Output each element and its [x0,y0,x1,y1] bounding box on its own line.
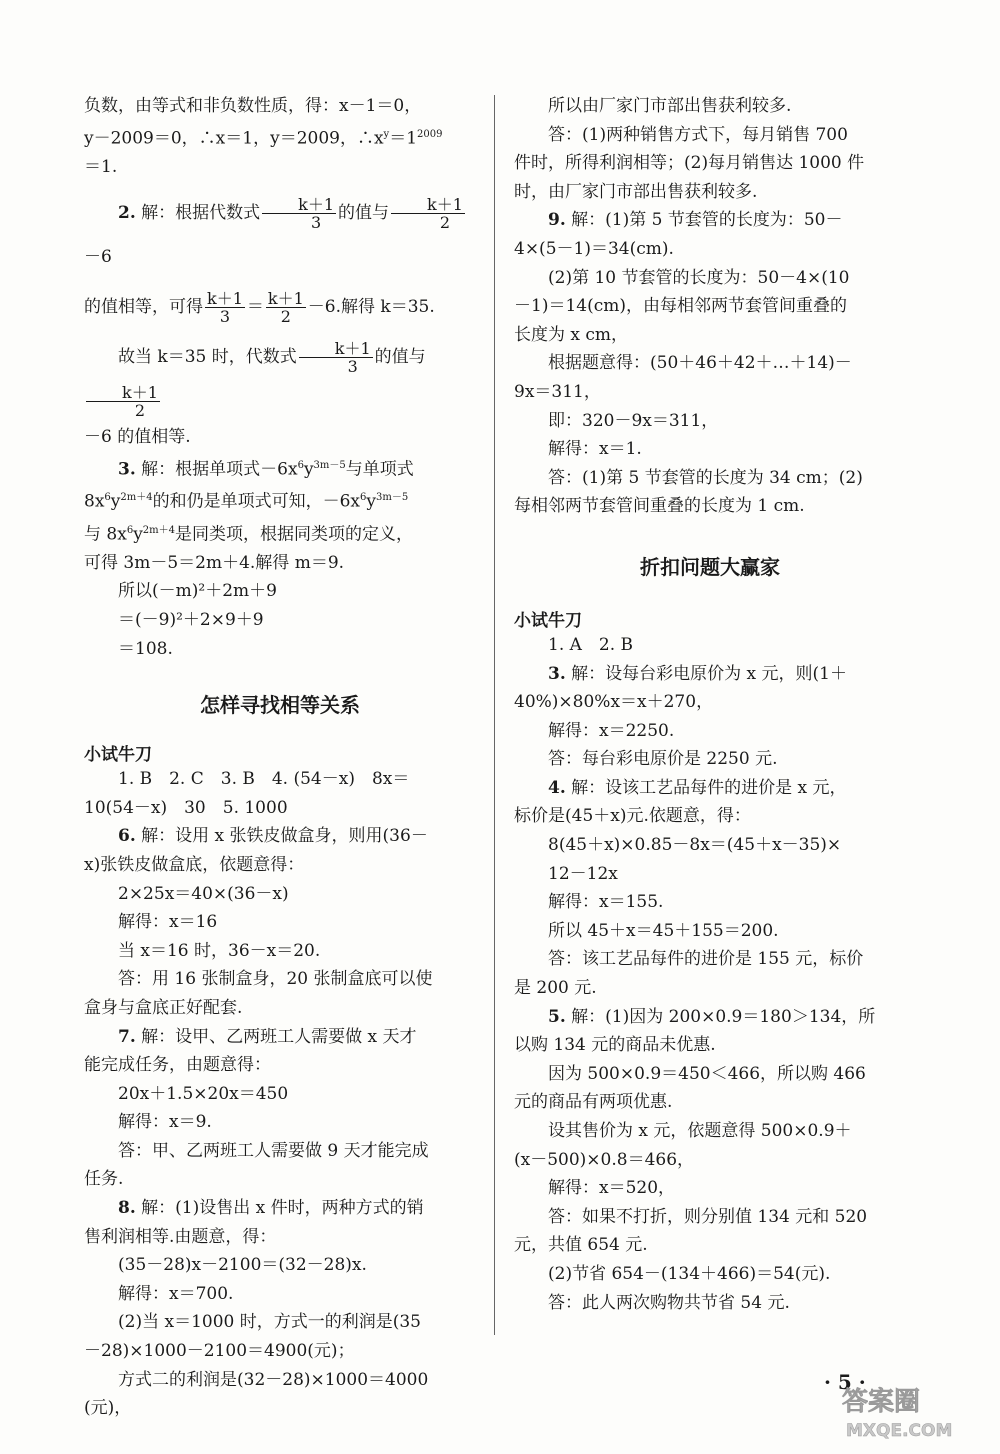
text-line: 设其售价为 x 元，依题意得 500×0.9＋ [548,1121,852,1141]
text-line: 长度为 x cm， [514,324,629,345]
question-6: 6. 解：设用 x 张铁皮做盒身，则用(36－ [118,826,428,847]
text-line: 与 $8x^6y^{2m+4}$是同类项，根据同类项的定义， [84,524,414,545]
svg-text:答案圈: 答案圈 [842,1387,921,1417]
question-4-right: 4. 解：设该工艺品每件的进价是 x 元， [548,777,847,798]
question-7: 7. 解：设甲、乙两班工人需要做 x 天才 [118,1026,417,1047]
subsection-heading: 小试牛刀 [84,745,152,766]
text-line: 解得：x＝520， [548,1178,676,1199]
text-line: －6 的值相等. [84,427,191,448]
text-line: 4×(5－1)＝34(cm). [514,238,674,259]
watermark-logo-icon [836,1378,986,1444]
text-line: 20x＋1.5×20x＝450 [118,1083,289,1104]
text-line: 方式二的利润是(32－28)×1000＝4000 [118,1369,429,1390]
text-line: 答：此人两次购物共节省 54 元. [548,1292,790,1313]
text-line: 答：如果不打折，则分别值 134 元和 520 [548,1206,868,1227]
text-line: －28)×1000－2100＝4900(元)； [84,1341,355,1362]
text-line: 解得：x＝1. [548,439,642,460]
subsection-heading: 小试牛刀 [514,610,582,631]
text-line: 时，由厂家门市部出售获利较多. [514,181,758,202]
text-line: 能完成任务，由题意得： [84,1055,271,1076]
text-line: 解得：x＝700. [118,1283,234,1304]
text-line: 解得：x＝9. [118,1112,212,1133]
left-column [84,92,476,1423]
text-line: $8x^6y^{2m+4}$的和仍是单项式可知，$-6x^6y^{3m-5}$ [84,491,409,512]
text-line: 盒身与盒底正好配套. [84,997,243,1018]
text-line: 2×25x＝40×(36－x) [118,883,289,904]
fraction: $\frac{k+1}{2}$ [86,384,160,420]
question-8: 8. 解：(1)设售出 x 件时，两种方式的销 [118,1198,424,1219]
fraction: $\frac{k+1}{2}$ [267,288,304,327]
text-line: 答：用 16 张制盒身，20 张制盒底可以使 [118,969,433,990]
question-2: 2. 解：根据代数式 $\frac{k+1}{3}$ 的值与 $\frac{k+1}{2}$ －6 [84,194,463,268]
text-line: －1)＝14(cm)，由每相邻两节套管间重叠的 [514,296,847,317]
text-line: 所以(－m)²＋2m＋9 [118,581,277,602]
question-3: 3. 解：根据单项式$-6x^6y^{3m-5}$与单项式 [118,459,414,480]
fraction: $\frac{k+1}{3}$ [207,288,243,327]
text-line: ＝(－9)²＋2×9＋9 [118,609,264,630]
text-line: 即：320－9x＝311， [548,410,719,431]
text-line: 售利润相等.由题意，得： [84,1226,277,1247]
text-line: 根据题意得：(50＋46＋42＋…＋14)－ [548,353,852,374]
text-line: 因为 500×0.9＝450＜466，所以购 466 [548,1063,866,1084]
fraction: $\frac{k+1}{3}$ [299,340,373,376]
text-line: 可得 3m－5＝2m＋4.解得 m＝9. [84,552,345,573]
text-line: (x－500)×0.8＝466， [514,1149,695,1170]
text-line: 任务. [84,1169,124,1190]
answer-line: 1. B 2. C 3. B 4. (54－x) 8x＝ [118,769,410,790]
svg-text:MXQE.COM: MXQE.COM [846,1421,953,1441]
text-line: 解得：x＝155. [548,892,664,913]
text-line: (2)节省 654－(134＋466)＝54(元). [548,1263,831,1284]
text-line: 标价是(45＋x)元.依题意，得： [514,806,751,827]
question-9: 9. 解：(1)第 5 节套管的长度为：50－ [548,210,843,231]
text-line: 解得：x＝2250. [548,720,675,741]
text-line: 元，共值 654 元. [514,1235,648,1256]
text-line: 的值相等，可得 $\frac{k+1}{3}$ ＝ $\frac{k+1}{2}$ －6.解得 k＝35. [84,288,435,327]
right-column [514,92,906,1317]
text-line: (元)， [84,1398,132,1419]
column-divider [494,95,495,1335]
text-line: x)张铁皮做盒底，依题意得： [84,854,305,875]
answer-line: 10(54－x) 30 5. 1000 [84,797,288,818]
text-line: 以购 134 元的商品未优惠. [514,1035,716,1056]
text-line: 8(45＋x)×0.85－8x＝(45＋x－35)× [548,835,842,856]
text-line: 40%)×80%x＝x＋270， [514,692,714,713]
text-line: 元的商品有两项优惠. [514,1092,673,1113]
text-line: 每相邻两节套管间重叠的长度为 1 cm. [514,496,805,517]
fraction: $\frac{k+1}{2}$ [391,196,465,232]
text-line: y－2009＝0，∴x＝1，y＝2009，$\therefore x^y=1^{2009}$ [84,128,443,149]
text-line: 是 200 元. [514,978,597,999]
text-line: 故当 k＝35 时，代数式 $\frac{k+1}{3}$ 的值与 $\frac{k+1}{2}$ [84,335,476,423]
text-line: 当 x＝16 时，36－x＝20. [118,940,321,961]
text-line: 负数，由等式和非负数性质，得：x－1＝0， [84,96,422,116]
text-line: 答：(1)第 5 节套管的长度为 34 cm；(2) [548,467,863,488]
text-line: 9x＝311， [514,381,601,402]
text-line: (2)当 x＝1000 时，方式一的利润是(35 [118,1312,422,1333]
text-line: ＝108. [118,638,173,659]
question-3-right: 3. 解：设每台彩电原价为 x 元，则(1＋ [548,663,847,684]
section-heading: 怎样寻找相等关系 [200,693,360,718]
text-line: 所以由厂家门市部出售获利较多. [548,96,792,116]
text-line: ＝1. [84,156,118,177]
text-line: 件时，所得利润相等；(2)每月销售达 1000 件 [514,153,865,174]
text-line: 答：(1)两种销售方式下，每月销售 700 [548,124,848,145]
text-line: (35－28)x－2100＝(32－28)x. [118,1255,367,1276]
section-heading: 折扣问题大赢家 [640,554,780,579]
fraction: $\frac{k+1}{3}$ [262,196,336,232]
text-line: 答：该工艺品每件的进价是 155 元，标价 [548,949,864,970]
text-line: 答：每台彩电原价是 2250 元. [548,749,778,770]
question-5-right: 5. 解：(1)因为 200×0.9＝180＞134，所 [548,1006,876,1027]
page-number: · 5 · [824,1370,866,1394]
text-line: 解得：x＝16 [118,912,218,933]
text-line: 所以 45＋x＝45＋155＝200. [548,920,779,941]
answer-line: 1. A 2. B [548,634,634,655]
text-line: (2)第 10 节套管的长度为：50－4×(10 [548,267,850,288]
text-line: 12－12x [548,863,618,884]
text-line: 答：甲、乙两班工人需要做 9 天才能完成 [118,1140,429,1161]
